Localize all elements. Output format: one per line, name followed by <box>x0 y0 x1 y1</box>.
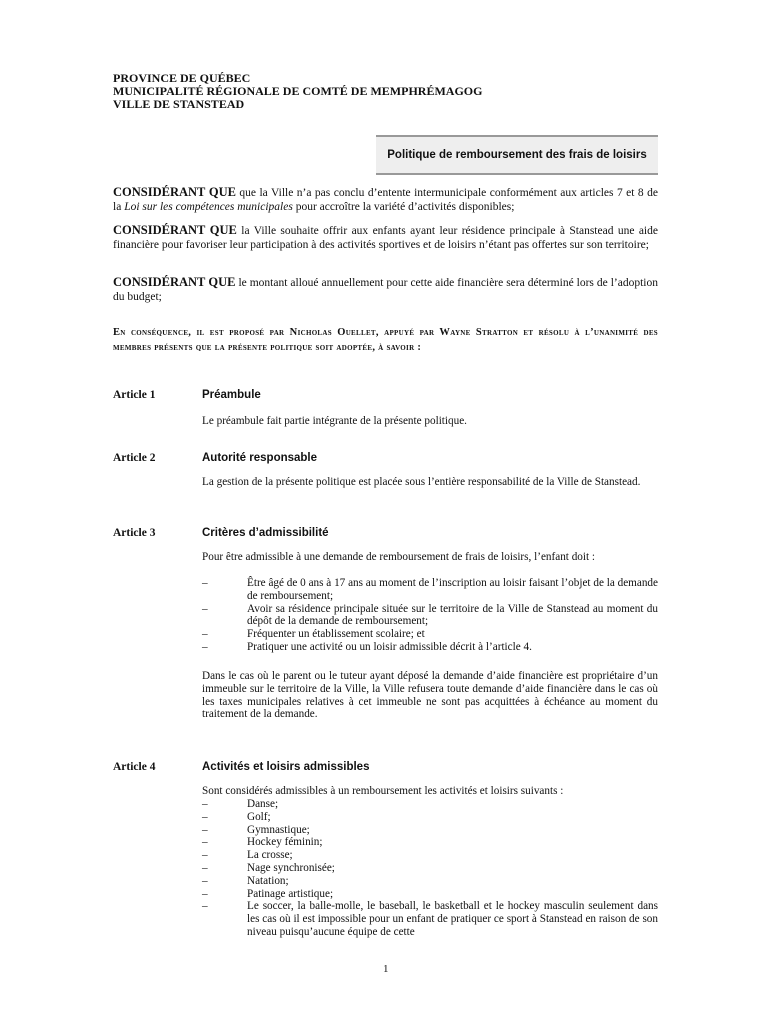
considerant-lead: CONSIDÉRANT QUE <box>113 275 236 289</box>
considerant-text: le montant alloué annuellement pour cette aide financière sera déterminé lors de l’adoption du budget; <box>113 277 658 303</box>
list-item-text: Pratiquer une activité ou un loisir admissible décrit à l’article 4. <box>247 640 532 653</box>
resolution-text: En conséquence, il est proposé par Nicholas Ouellet, appuyé par Wayne Stratton et résolu à l’unanimité des membres présents que la présente politique soit adoptée, à savoir : <box>113 327 658 353</box>
article-4-title: Activités et loisirs admissibles <box>202 761 370 773</box>
list-item <box>202 888 658 901</box>
dash-bullet: – <box>202 628 208 641</box>
law-title: Loi sur les compétences municipales <box>124 200 293 213</box>
list-item <box>202 811 658 824</box>
list-item <box>202 603 658 629</box>
list-item <box>202 900 658 938</box>
list-item <box>202 628 658 641</box>
list-item-text: Le soccer, la balle-molle, le baseball, le basketball et le hockey masculin seulement dans les cas où il est impossible pour un enfant de pratiquer ce sport à Stanstead en raison de son niveau puisqu’aucune équipe de cette <box>247 900 658 938</box>
list-item <box>202 836 658 849</box>
list-item-text: Avoir sa résidence principale située sur le territoire de la Ville de Stanstead au moment du dépôt de la demande de remboursement; <box>247 602 658 628</box>
header-mrc: MUNICIPALITÉ RÉGIONALE DE COMTÉ DE MEMPHRÉMAGOG <box>113 84 483 98</box>
list-item-text: Nage synchronisée; <box>247 861 335 874</box>
article-1-body: Le préambule fait partie intégrante de la présente politique. <box>202 415 467 427</box>
dash-bullet: – <box>202 874 208 887</box>
list-item-text: Fréquenter un établissement scolaire; et <box>247 628 425 641</box>
considerant-text: la Ville souhaite offrir aux enfants ayant leur résidence principale à Stanstead une aide financière pour favoriser leur participation à des activités sportives et de loisirs n’étant pas offertes sur son territoire; <box>113 225 658 251</box>
article-4-activities-list <box>202 798 658 939</box>
considerant-text: pour accroître la variété d’activités disponibles; <box>292 200 515 213</box>
list-item-text: Natation; <box>247 874 289 887</box>
list-item <box>202 577 658 603</box>
considerant-lead: CONSIDÉRANT QUE <box>113 223 237 237</box>
dash-bullet: – <box>202 849 208 862</box>
article-3-after: Dans le cas où le parent ou le tuteur ayant déposé la demande d’aide financière est propriétaire d’un immeuble sur le territoire de la Ville, la Ville refusera toute demande d’aide financière dans le cas où les taxes municipales relatives à cet immeuble ne sont pas acquittées à échéance au moment du traitement de la demande. <box>202 670 658 721</box>
list-item <box>202 849 658 862</box>
list-item-text: Gymnastique; <box>247 823 310 836</box>
article-3-label: Article 3 <box>113 527 156 539</box>
list-item-text: Hockey féminin; <box>247 836 323 849</box>
article-4-intro: Sont considérés admissibles à un remboursement les activités et loisirs suivants : <box>202 785 564 797</box>
header-province: PROVINCE DE QUÉBEC <box>113 71 251 85</box>
list-item-text: La crosse; <box>247 849 293 862</box>
policy-title-box <box>376 135 658 175</box>
list-item <box>202 798 658 811</box>
considerant-1 <box>113 186 658 214</box>
list-item <box>202 862 658 875</box>
list-item <box>202 641 658 654</box>
article-3-criteria-list <box>202 577 658 654</box>
dash-bullet: – <box>202 602 208 615</box>
list-item-text: Golf; <box>247 810 271 823</box>
dash-bullet: – <box>202 823 208 836</box>
dash-bullet: – <box>202 798 208 810</box>
article-4-label: Article 4 <box>113 761 156 773</box>
considerant-3 <box>113 276 658 304</box>
article-2-title: Autorité responsable <box>202 452 318 464</box>
dash-bullet: – <box>202 887 208 900</box>
dash-bullet: – <box>202 861 208 874</box>
article-3-intro: Pour être admissible à une demande de remboursement de frais de loisirs, l’enfant doit : <box>202 551 595 563</box>
dash-bullet: – <box>202 640 208 653</box>
article-2-label: Article 2 <box>113 452 156 464</box>
dash-bullet: – <box>202 836 208 849</box>
policy-title: Politique de remboursement des frais de loisirs <box>387 149 647 161</box>
article-1-label: Article 1 <box>113 389 156 401</box>
list-item-text: Danse; <box>247 798 279 810</box>
considerant-text: que la Ville n’a pas conclu d’entente intermunicipale conformément aux articles 7 et 8 de la <box>113 187 658 213</box>
document-header <box>113 72 482 111</box>
considerant-lead: CONSIDÉRANT QUE <box>113 185 236 199</box>
dash-bullet: – <box>202 900 208 913</box>
article-3-title: Critères d’admissibilité <box>202 527 329 539</box>
considerant-2 <box>113 224 658 252</box>
article-2-body: La gestion de la présente politique est placée sous l’entière responsabilité de la Ville de Stanstead. <box>202 476 641 488</box>
list-item-text: Patinage artistique; <box>247 887 334 900</box>
list-item-text: Être âgé de 0 ans à 17 ans au moment de l’inscription au loisir faisant l’objet de la demande de remboursement; <box>247 577 658 602</box>
dash-bullet: – <box>202 810 208 823</box>
list-item <box>202 824 658 837</box>
article-1-title: Préambule <box>202 389 261 401</box>
list-item <box>202 875 658 888</box>
header-ville: VILLE DE STANSTEAD <box>113 97 245 111</box>
page-number: 1 <box>383 963 389 975</box>
dash-bullet: – <box>202 577 208 589</box>
